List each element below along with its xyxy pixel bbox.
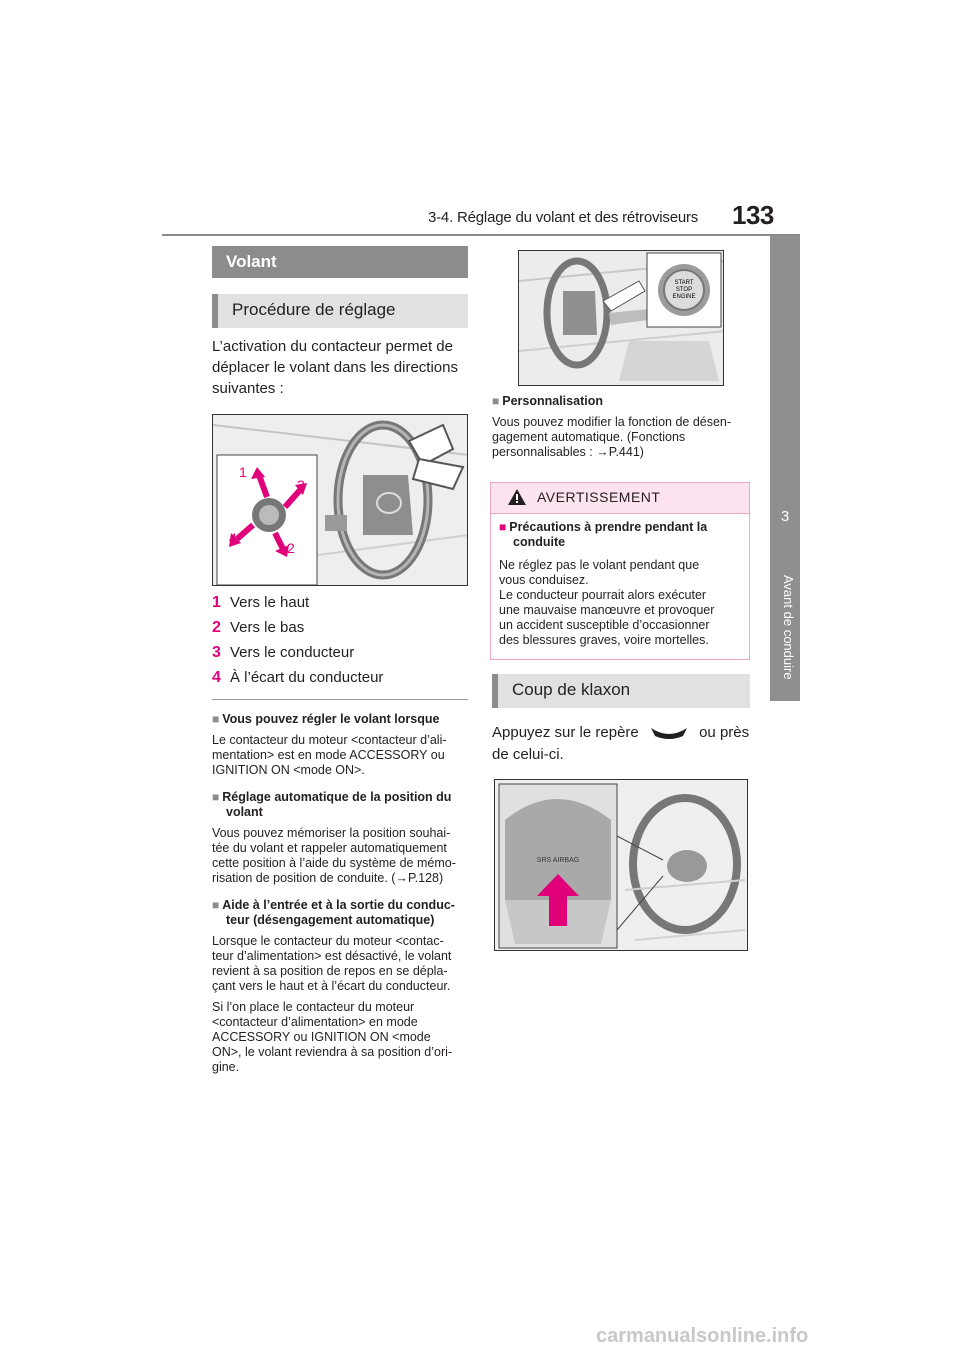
figure-label-1: 1 (239, 464, 247, 480)
personnalisation-block (492, 394, 754, 460)
list-number: 1 (212, 594, 221, 611)
figure-label-2: 2 (287, 540, 295, 556)
warning-title: AVERTISSEMENT (537, 489, 661, 505)
chapter-label: Avant de conduire (781, 575, 796, 680)
warning-header (491, 483, 749, 514)
list-number: 2 (212, 619, 221, 636)
list-text: Vers le haut (230, 594, 310, 611)
note-body: Vous pouvez modifier la fonction de désen- gagement automatique. (Fonctions personnalisables : →P.441) (492, 415, 732, 459)
subsection-title-horn: Coup de klaxon (492, 674, 750, 708)
engine-label: ENGINE (672, 294, 696, 300)
list-number: 4 (212, 669, 221, 686)
warning-triangle-icon (507, 488, 527, 506)
section-divider (212, 699, 468, 700)
section-title-volant: Volant (212, 246, 468, 278)
header-rule (162, 234, 800, 236)
list-item (212, 590, 468, 615)
horn-text-after: ou près (699, 724, 750, 741)
horn-icon (649, 726, 689, 740)
running-header: 3-4. Réglage du volant et des rétroviseurs (428, 209, 699, 226)
intro-line: suivantes : (212, 380, 284, 397)
intro-paragraph (212, 336, 472, 399)
dashboard-figure (519, 251, 724, 386)
note-body: Vous pouvez mémoriser la position souhai- tée du volant et rappeler automatiquement cette position à l’aide du système de mémo- risation de position de conduite. (→P.128) (212, 826, 456, 885)
figure-label-4: 4 (229, 530, 237, 546)
warning-heading: ■ Précautions à prendre pendant la conduite (499, 520, 708, 549)
start-button-illustration (518, 250, 724, 386)
warning-body: Ne réglez pas le volant pendant que vous conduisez. Le conducteur pourrait alors exécuter une mauvaise manœuvre et provoquer un accident susceptible d’occasionner des blessures graves, voire mortelles. (499, 558, 715, 647)
list-text: À l’écart du conducteur (230, 669, 384, 686)
list-number: 3 (212, 644, 221, 661)
list-item (212, 640, 468, 665)
figure-label-3: 3 (297, 477, 305, 493)
warning-box (490, 482, 750, 660)
note-heading: ■ Personnalisation (492, 394, 603, 408)
direction-list (212, 590, 468, 690)
subsection-title-procedure: Procédure de réglage (212, 294, 468, 328)
note-heading: ■ Vous pouvez régler le volant lorsque (212, 712, 440, 726)
list-item (212, 665, 468, 690)
page-number: 133 (732, 200, 774, 230)
note-heading: ■ Aide à l’entrée et à la sortie du conduc- teur (désengagement automatique) (212, 898, 455, 927)
list-item (212, 615, 468, 640)
horn-figure (495, 780, 748, 951)
intro-line: L’activation du contacteur permet de (212, 338, 453, 355)
steering-adjust-illustration (212, 414, 468, 586)
note-body: Si l’on place le contacteur du moteur <contacteur d’alimentation> en mode ACCESSORY ou IGNITION ON <mode ON>, le volant reviendra à sa position d’ori- gine. (212, 1000, 453, 1074)
list-text: Vers le conducteur (230, 644, 355, 661)
start-label: START (674, 280, 694, 286)
list-text: Vers le bas (230, 619, 305, 636)
horn-illustration (494, 779, 748, 951)
notes-block (212, 712, 472, 1075)
horn-text-before: Appuyez sur le repère (492, 724, 639, 741)
chapter-label-wrap (776, 575, 798, 685)
horn-text-line2: de celui-ci. (492, 746, 564, 763)
note-body: Lorsque le contacteur du moteur <contac- teur d’alimentation> est désactivé, le volant revient à sa position de repos en se dépla- çant vers le haut et à l’écart du conducteur. (212, 934, 452, 993)
chapter-number: 3 (780, 508, 790, 525)
horn-paragraph (492, 722, 752, 766)
stop-label: STOP (675, 287, 693, 293)
intro-line: déplacer le volant dans les directions (212, 359, 458, 376)
note-heading: ■ Réglage automatique de la position du volant (212, 790, 452, 819)
steering-wheel-figure (213, 415, 468, 586)
note-body: Le contacteur du moteur <contacteur d’ali- mentation> est en mode ACCESSORY ou IGNITION ON <mode ON>. (212, 733, 447, 777)
airbag-label: SRS AIRBAG (536, 857, 580, 864)
watermark: carmanualsonline.info (596, 1325, 809, 1347)
